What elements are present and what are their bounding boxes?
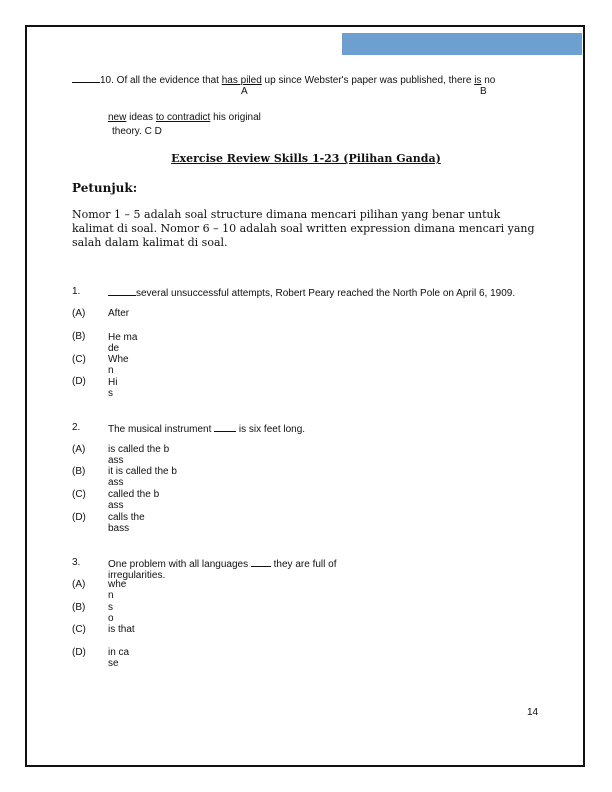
option-label: (C) bbox=[72, 489, 86, 500]
option-label: (B) bbox=[72, 602, 86, 613]
option-label: (D) bbox=[72, 376, 86, 387]
label-a: A bbox=[241, 86, 248, 97]
question-3-number: 3. bbox=[72, 557, 81, 568]
option-text: so bbox=[108, 602, 114, 624]
option-label: (A) bbox=[72, 579, 86, 590]
option-label: (C) bbox=[72, 354, 86, 365]
option-b-text: is bbox=[474, 75, 482, 86]
option-label: (B) bbox=[72, 466, 86, 477]
option-text: when bbox=[108, 579, 127, 601]
question-2-number: 2. bbox=[72, 422, 81, 433]
option-label: (A) bbox=[72, 308, 86, 319]
option-text: is that bbox=[108, 624, 135, 635]
option-label: (D) bbox=[72, 647, 86, 658]
option-text: He made bbox=[108, 332, 138, 354]
question-3-stem: One problem with all languages they are full of irregularities. bbox=[108, 559, 337, 581]
option-text: After bbox=[108, 308, 130, 319]
question-10-line-1: 10. Of all the evidence that has piled up since Webster's paper was published, there is no bbox=[72, 73, 495, 86]
option-label: (A) bbox=[72, 444, 86, 455]
option-text: calls the bass bbox=[108, 512, 145, 534]
question-1-stem: several unsuccessful attempts, Robert Peary reached the North Pole on April 6, 1909. bbox=[108, 286, 528, 299]
answer-blank bbox=[108, 286, 136, 296]
option-c-text: new bbox=[108, 112, 127, 123]
page-number: 14 bbox=[527, 707, 539, 718]
option-text: called the bass bbox=[108, 489, 160, 511]
question-10-line-3: theory. C D bbox=[112, 126, 162, 137]
petunjuk-heading: Petunjuk: bbox=[72, 181, 138, 195]
answer-blank bbox=[214, 422, 236, 432]
option-label: (D) bbox=[72, 512, 86, 523]
answer-blank bbox=[72, 73, 100, 83]
option-text: His bbox=[108, 377, 118, 399]
exercise-title: Exercise Review Skills 1-23 (Pilihan Ganda) bbox=[171, 152, 441, 165]
header-bar bbox=[342, 33, 582, 55]
option-text: in case bbox=[108, 647, 130, 669]
question-10-line-2: new ideas to contradict his original bbox=[108, 112, 261, 123]
question-2-stem: The musical instrument is six feet long. bbox=[108, 424, 306, 435]
option-label: (B) bbox=[72, 331, 86, 342]
label-b: B bbox=[480, 86, 487, 97]
answer-blank bbox=[251, 557, 271, 567]
instructions-text: Nomor 1 – 5 adalah soal structure dimana mencari pilihan yang benar untuk kalimat di soal. Nomor 6 – 10 adalah soal written expression dimana mencari yang salah dalam kalimat di soal. bbox=[72, 208, 535, 249]
question-1-number: 1. bbox=[72, 286, 81, 297]
option-a-text: has piled bbox=[221, 75, 262, 86]
option-text: it is called the bass bbox=[108, 466, 177, 488]
option-d-text: to contradict bbox=[155, 112, 211, 123]
option-text: When bbox=[108, 354, 129, 376]
option-text: is called the bass bbox=[108, 444, 170, 466]
option-label: (C) bbox=[72, 624, 86, 635]
